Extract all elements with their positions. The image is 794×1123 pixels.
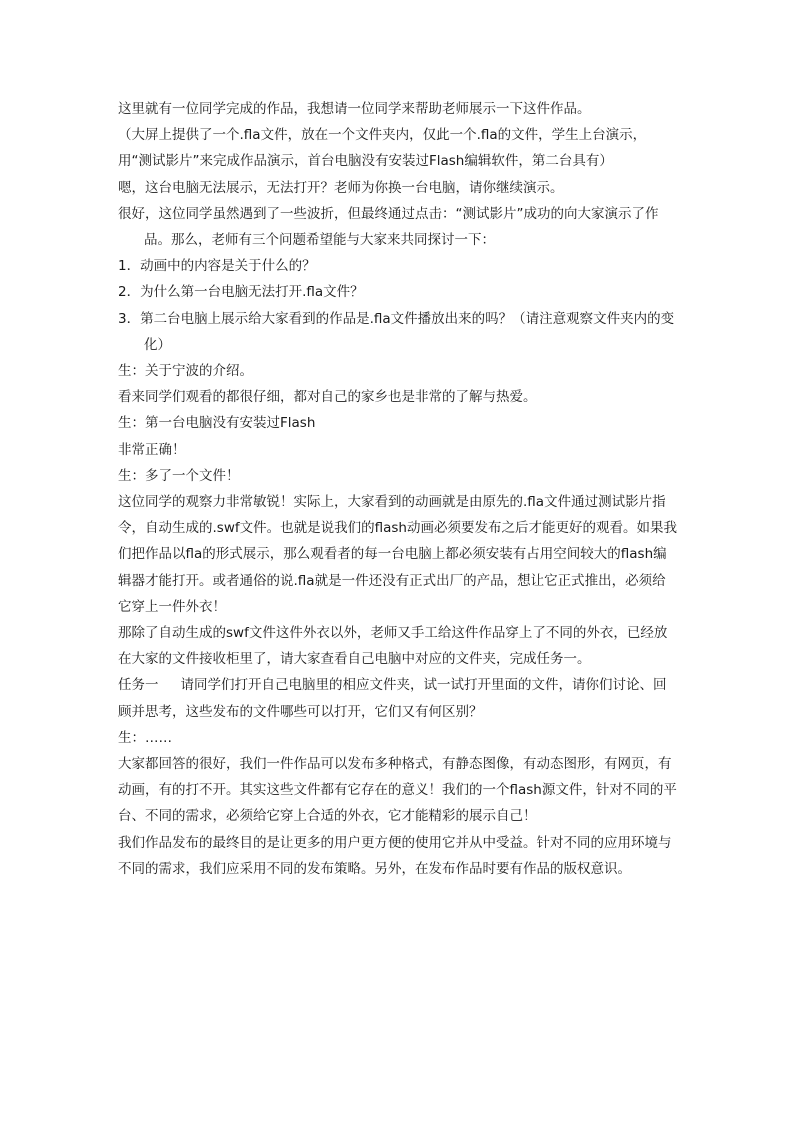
paragraph-intro: 这里就有一位同学完成的作品，我想请一位同学来帮助老师展示一下这件作品。 <box>118 101 591 117</box>
student-answer-1: 生：关于宁波的介绍。 <box>118 363 253 380</box>
paragraph-manual-publish: 那除了自动生成的swf文件这件外衣以外，老师又手工给这件作品穿上了不同的外衣，已经放在大家的文件接收柜里了，请大家查看自己电脑中对应的文件夹，完成任务一。 <box>118 625 668 668</box>
paragraph-publish-formats: 大家都回答的很好，我们一件作品可以发布多种格式，有静态图像，有动态图形，有网页，有动画，有的打不开。其实这些文件都有它存在的意义！我们的一个flash源文件，针对不同的平台、不同的需求，必须给它穿上合适的外衣，它才能精彩的展示自己！ <box>118 756 677 825</box>
task-label: 任务一 <box>118 677 159 694</box>
document-body <box>118 96 678 882</box>
paragraph-publish-purpose: 我们作品发布的最终目的是让更多的用户更方便的使用它并从中受益。针对不同的应用环境与不同的需求，我们应采用不同的发布策略。另外，在发布作品时要有作品的版权意识。 <box>118 834 672 877</box>
paragraph-switch-computer: 嗯，这台电脑无法展示，无法打开？老师为你换一台电脑，请你继续演示。 <box>118 179 564 196</box>
paragraph-three-questions: 很好，这位同学虽然遇到了一些波折，但最终通过点击：“测试影片”成功的向大家演示了作品。那么，老师有三个问题希望能与大家来共同探讨一下： <box>118 205 659 249</box>
question-1: 1．动画中的内容是关于什么的？ <box>118 258 316 275</box>
student-answer-3: 生：多了一个文件！ <box>118 467 240 484</box>
student-answer-2: 生：第一台电脑没有安装过Flash <box>118 415 316 432</box>
teacher-response-1: 看来同学们观看的都很仔细，都对自己的家乡也是非常的了解与热爱。 <box>118 389 537 406</box>
question-3: 3．第二台电脑上展示给大家看到的作品是.fla文件播放出来的吗？（请注意观察文件夹内的变化） <box>118 310 675 353</box>
student-answer-4: 生：…… <box>118 729 172 746</box>
task-text: 请同学们打开自己电脑里的相应文件夹，试一试打开里面的文件，请你们讨论、回顾并思考，这些发布的文件哪些可以打开，它们又有何区别？ <box>118 677 667 720</box>
teacher-response-2: 非常正确！ <box>118 441 186 458</box>
paragraph-stage-note: （大屏上提供了一个.fla文件，放在一个文件夹内，仅此一个.fla的文件，学生上台演示，用“测试影片”来完成作品演示，首台电脑没有安装过Flash编辑软件，第二台具有） <box>118 127 647 170</box>
paragraph-swf-explanation: 这位同学的观察力非常敏锐！实际上，大家看到的动画就是由原先的.fla文件通过测试影片指令，自动生成的.swf文件。也就是说我们的flash动画必须要发布之后才能更好的观看。如果我们把作品以fla的形式展示，那么观看者的每一台电脑上都必须安装有占用空间较大的flash编辑器才能打开。或者通俗的说.fla就是一件还没有正式出厂的产品，想让它正式推出，必须给它穿上一件外衣！ <box>118 494 677 615</box>
question-2: 2．为什么第一台电脑无法打开.fla文件？ <box>118 284 364 301</box>
task-one <box>118 672 678 724</box>
